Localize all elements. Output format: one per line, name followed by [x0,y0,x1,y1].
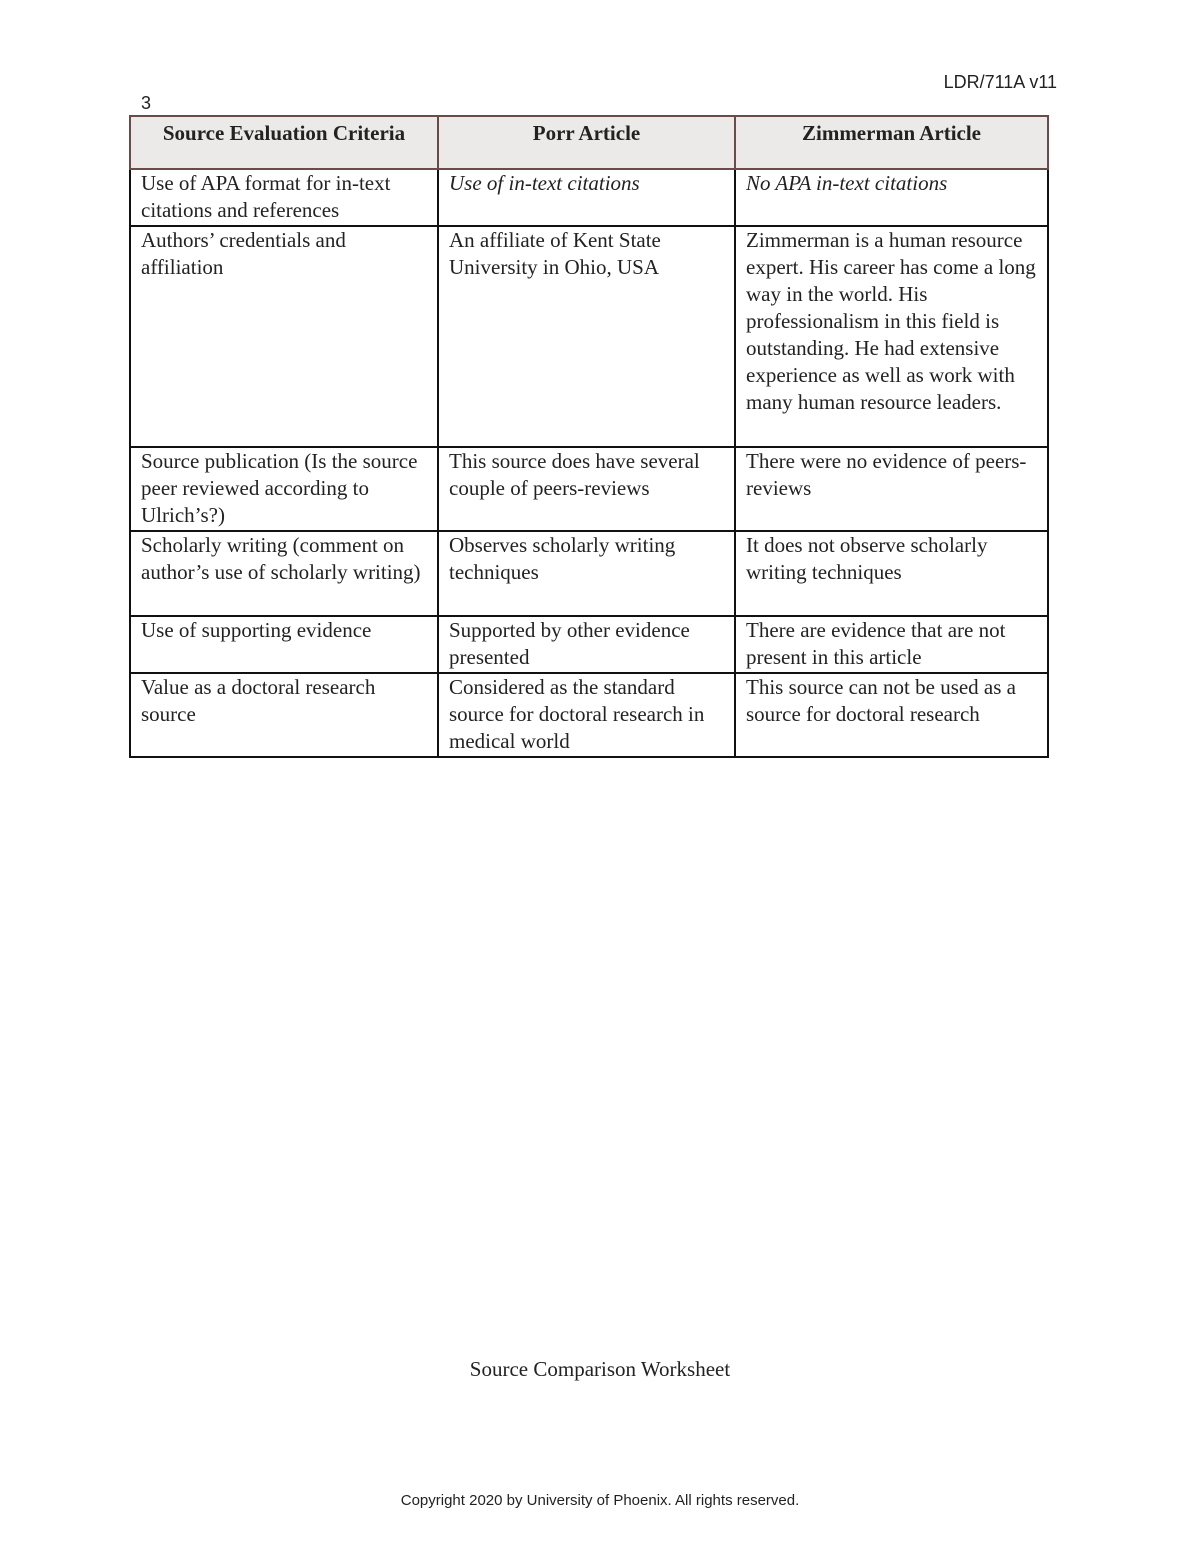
source-comparison-table [129,115,1049,758]
criteria-cell: Authors’ credentials and affiliation [130,226,438,447]
table-row [130,673,1048,757]
criteria-cell: Use of APA format for in-text citations and references [130,169,438,226]
header-zimmerman: Zimmerman Article [735,116,1048,169]
porr-cell: This source does have several couple of peers-reviews [438,447,735,531]
zimmerman-cell: Zimmerman is a human resource expert. His career has come a long way in the world. His professionalism in this field is outstanding. He had extensive experience as well as work with many human resource leaders. [735,226,1048,447]
zimmerman-cell: This source can not be used as a source for doctoral research [735,673,1048,757]
zimmerman-cell: No APA in-text citations [735,169,1048,226]
worksheet-title: Source Comparison Worksheet [469,1357,731,1381]
header-criteria: Source Evaluation Criteria [130,116,438,169]
page-number: 3 [141,93,152,113]
zimmerman-cell: There were no evidence of peers-reviews [735,447,1048,531]
table-header-row [130,116,1048,169]
table-row [130,226,1048,447]
document-code: LDR/711A v11 [943,72,1057,92]
criteria-cell: Value as a doctoral research source [130,673,438,757]
header-porr: Porr Article [438,116,735,169]
table-row [130,616,1048,673]
zimmerman-cell: It does not observe scholarly writing techniques [735,531,1048,616]
criteria-cell: Use of supporting evidence [130,616,438,673]
copyright-notice: Copyright 2020 by University of Phoenix. All rights reserved. [400,1492,800,1509]
porr-cell: An affiliate of Kent State University in Ohio, USA [438,226,735,447]
zimmerman-cell: There are evidence that are not present in this article [735,616,1048,673]
porr-cell: Use of in-text citations [438,169,735,226]
criteria-cell: Scholarly writing (comment on author’s use of scholarly writing) [130,531,438,616]
porr-cell: Observes scholarly writing techniques [438,531,735,616]
criteria-cell: Source publication (Is the source peer reviewed according to Ulrich’s?) [130,447,438,531]
table-row [130,447,1048,531]
table-row [130,169,1048,226]
table-row [130,531,1048,616]
porr-cell: Supported by other evidence presented [438,616,735,673]
porr-cell: Considered as the standard source for doctoral research in medical world [438,673,735,757]
